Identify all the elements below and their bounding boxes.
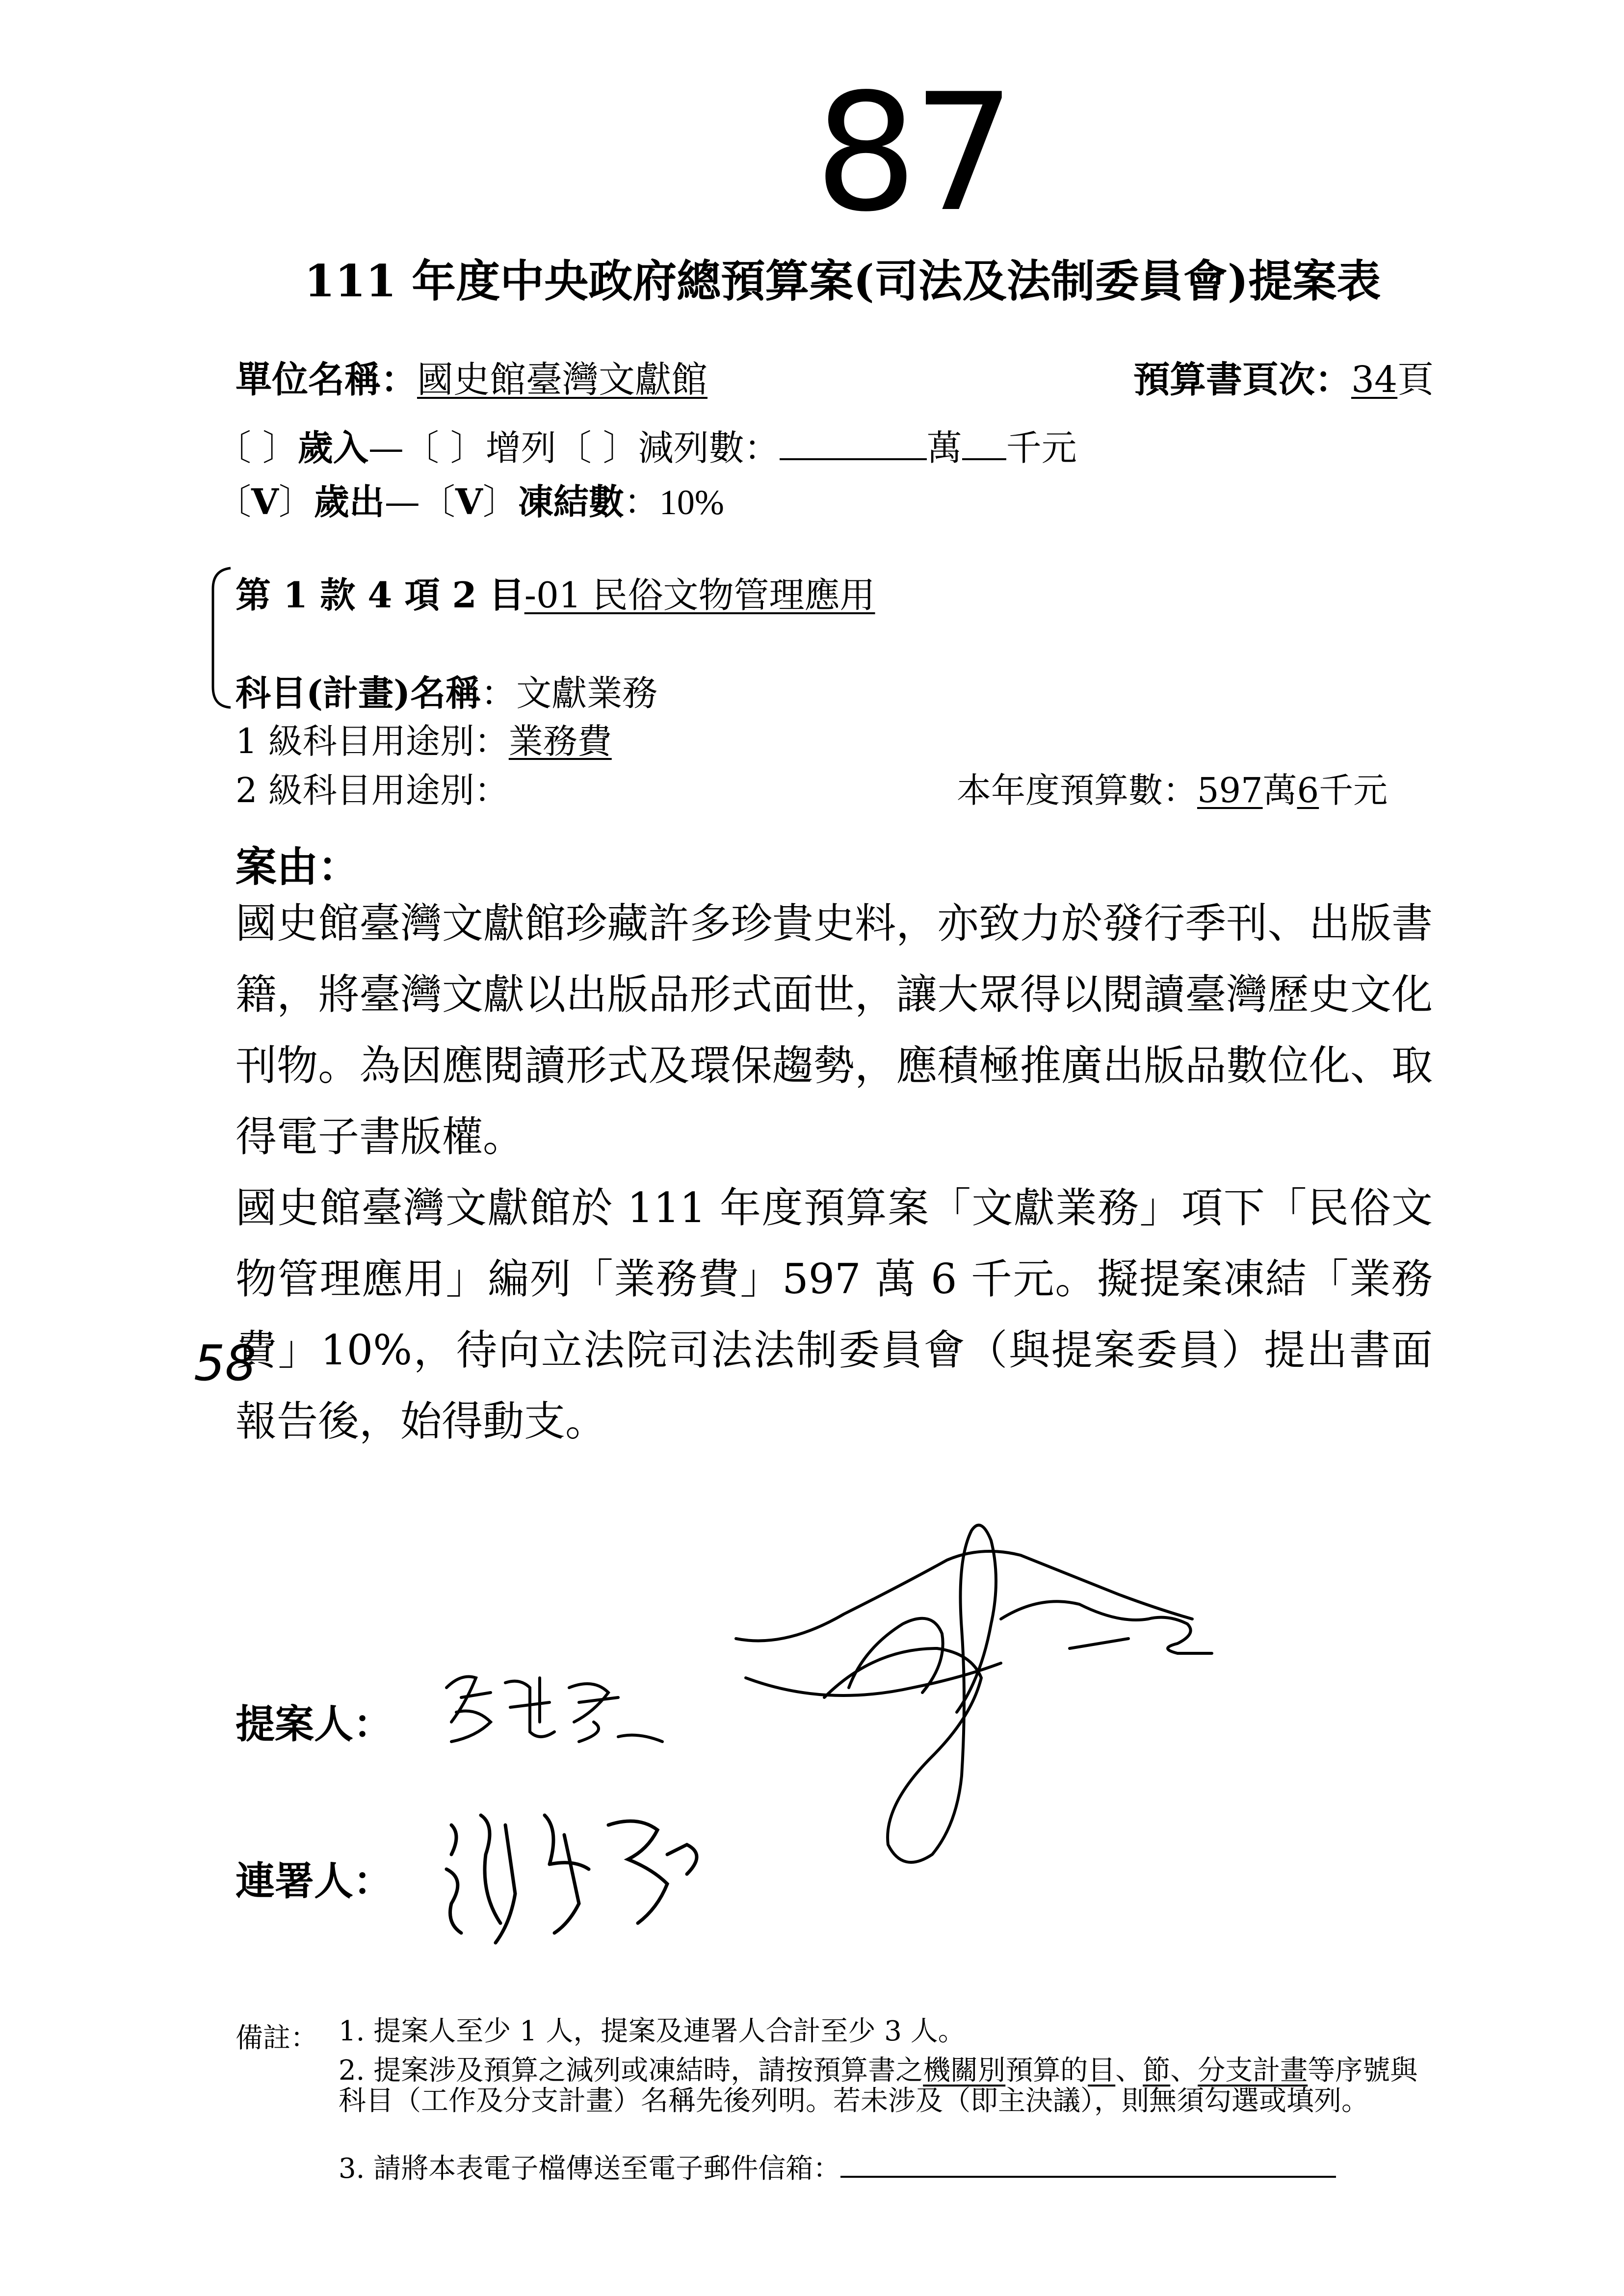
unit-value: 國史館臺灣文獻館 [417, 359, 707, 401]
margin-handwritten-mark: 58 [194, 1334, 257, 1392]
page-title: 111 年度中央政府總預算案(司法及法制委員會)提案表 [304, 255, 1381, 307]
large-signature-scribble [726, 1501, 1241, 1904]
revenue-line [216, 419, 1077, 470]
revenue-unit-wan: 萬 [926, 427, 962, 469]
unit-row [236, 351, 707, 403]
budget-line [957, 763, 1388, 812]
level1-line [236, 714, 612, 763]
item-code: 第 1 款 4 項 2 目 [236, 574, 524, 616]
expense-dash: —〔 [384, 481, 455, 522]
proposer-label: 提案人： [236, 1701, 393, 1747]
revenue-options: —〔 〕增列〔 〕減列數： [368, 427, 780, 469]
revenue-blank-2 [962, 453, 1006, 460]
revenue-checkbox: 〔 〕 [216, 427, 298, 469]
level2-line [236, 763, 509, 812]
note-2 [339, 2056, 1438, 2116]
expense-bracket-close: 〕 [278, 481, 314, 522]
note-2-part-a: 2. 提案涉及預算之減列或凍結時，請按預算書之 [339, 2055, 923, 2087]
note-2-part-e: 等序號與科目（工作及分支計畫）名稱先後列明。若未涉及（即主決議），則無須勾選或填列。 [339, 2055, 1418, 2117]
revenue-blank [780, 453, 927, 460]
item-name: -01 民俗文物管理應用 [524, 574, 875, 616]
subject-colon: ： [481, 673, 517, 714]
freeze-bracket-close: 〕 [482, 481, 518, 522]
freeze-value: 10% [659, 483, 724, 522]
note-2-sep-2: 、 [1170, 2055, 1198, 2087]
email-blank [840, 2171, 1336, 2178]
proposer-signature-image [432, 1658, 677, 1756]
expense-label: 歲出 [314, 481, 385, 522]
expense-bracket-open: 〔 [216, 481, 252, 522]
expense-check-mark: V [251, 481, 279, 522]
note-3 [339, 2154, 1438, 2184]
freeze-colon: ： [624, 481, 659, 522]
page-ref-suffix: 頁 [1397, 359, 1434, 401]
item-line [236, 567, 875, 618]
unit-label: 單位名稱： [236, 359, 417, 401]
reason-paragraph-2: 國史館臺灣文獻館於 111 年度預算案「文獻業務」項下「民俗文物管理應用」編列「業務費」597 萬 6 千元。擬提案凍結「業務費」10%，待向立法院司法法制委員會（與提案委員）提出書面報告後，始得動支。 [236, 1184, 1433, 1445]
cosigner-label: 連署人： [236, 1858, 393, 1904]
subject-value: 文獻業務 [516, 673, 658, 714]
page-ref-value: 34 [1351, 359, 1398, 401]
note-2-item: 目 [1088, 2055, 1116, 2087]
budget-qian-value: 6 [1297, 770, 1319, 810]
freeze-check-mark: V [455, 481, 483, 522]
expense-line [216, 473, 724, 524]
notes-label: 備註： [236, 2022, 318, 2054]
handwritten-page-number: 87 [814, 59, 1011, 247]
note-2-subplan: 分支計畫 [1198, 2055, 1308, 2087]
note-2-sep-1: 、 [1115, 2055, 1143, 2087]
level1-value: 業務費 [508, 721, 612, 761]
note-1: 1. 提案人至少 1 人，提案及連署人合計至少 3 人。 [339, 2015, 966, 2047]
budget-qian-unit: 千元 [1319, 770, 1388, 810]
cosigner-signature-image [432, 1796, 746, 1953]
budget-label: 本年度預算數： [957, 770, 1197, 810]
freeze-label: 凍結數 [518, 481, 624, 522]
reason-label: 案由： [236, 842, 360, 891]
subject-line [236, 665, 657, 716]
left-brace [206, 564, 236, 711]
budget-wan-unit: 萬 [1262, 770, 1297, 810]
page-ref-label: 預算書頁次： [1133, 359, 1351, 401]
note-2-part-b: 預算的 [1005, 2055, 1088, 2087]
level2-label: 2 級科目用途別： [236, 770, 509, 810]
reason-paragraph-1: 國史館臺灣文獻館珍藏許多珍貴史料，亦致力於發行季刊、出版書籍，將臺灣文獻以出版品形式面世，讓大眾得以閱讀臺灣歷史文化刊物。為因應閱讀形式及環保趨勢，應積極推廣出版品數位化、取得電子書版權。 [236, 899, 1433, 1161]
page-ref-row [1133, 351, 1434, 403]
note-2-section: 節 [1143, 2055, 1171, 2087]
subject-label: 科目(計畫)名稱 [236, 672, 481, 714]
note-3-text: 3. 請將本表電子檔傳送至電子郵件信箱： [339, 2153, 841, 2185]
revenue-label: 歲入 [297, 427, 368, 469]
revenue-unit-qian: 千元 [1006, 427, 1077, 469]
budget-wan-value: 597 [1197, 770, 1263, 810]
note-2-agency: 機關別 [923, 2055, 1006, 2087]
level1-label: 1 級科目用途別： [236, 721, 509, 761]
